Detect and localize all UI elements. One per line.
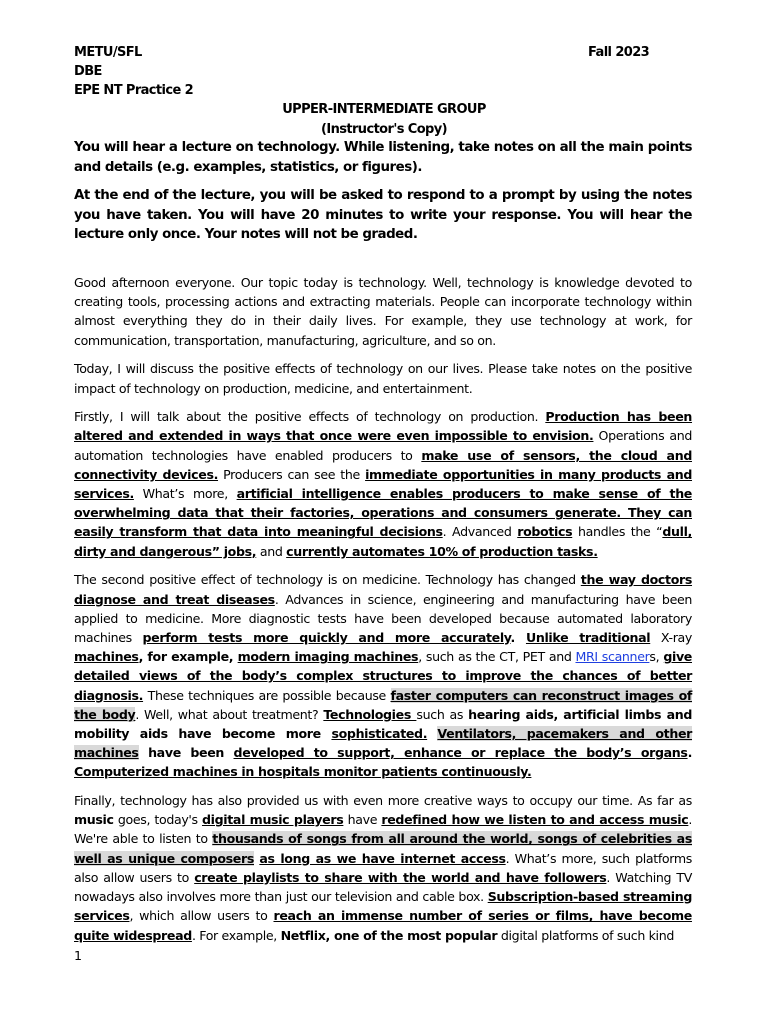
text-run: . For example, [191,927,281,943]
outline-paragraph: Today, I will discuss the positive effects of technology on our lives. Please take notes on the positive impact of technology on production, medicine, and entertainment. [74,361,692,396]
text-run: These techniques are possible because [143,687,391,703]
emphasized-text: faster computers can reconstruct images of the body [74,687,692,722]
emphasized-text: the way doctors diagnose and treat diseases [74,572,693,607]
header-term: Fall 2023 [588,45,650,60]
emphasized-text: digital music players [202,812,344,828]
emphasized-text: reach an immense number of series or films, have become quite widespread [74,908,692,943]
text-run: . Well, what about treatment? [135,706,324,722]
header-dept: DBE [74,64,102,79]
header-org: METU/SFL [74,45,142,60]
group-title: UPPER-INTERMEDIATE GROUP [282,102,486,117]
emphasized-text: sophisticated. [331,725,428,741]
emphasized-text: create playlists to share with the world and have followers [194,869,607,885]
emphasized-text: . [687,745,692,761]
text-run: , such as the CT, PET and [418,649,576,665]
medicine-paragraph [74,570,692,781]
emphasized-text: have been [138,745,234,761]
text-run: digital platforms of such kind [497,927,674,943]
emphasized-text: modern imaging machines [237,649,419,665]
emphasized-text: Technologies [323,706,417,722]
emphasized-text: music [74,812,114,828]
text-run: and [256,543,287,559]
text-run: . Watching TV nowadays also involves more than just our television and cable box. [74,869,693,905]
text-run: What’s more, [133,486,237,502]
emphasized-text: currently automates 10% of production tasks. [286,543,598,559]
emphasized-text: artificial intelligence enables producers to make sense of the overwhelming data that their factories, operations and consumers generate. They can easily transform that data into meaningful decisions [74,486,692,540]
emphasized-text: . [510,629,526,645]
emphasized-text: Netflix, one of the most popular [280,927,498,943]
page-number: 1 [74,948,83,963]
text-run: Firstly, I will talk about the positive effects of technology on production. [74,409,546,425]
emphasized-text: , for example, [138,649,238,665]
emphasized-text: Computerized machines in hospitals monitor patients continuously. [74,764,532,780]
emphasized-text: machines [74,649,139,665]
emphasized-text: redefined how we listen to and access music [381,812,689,828]
copy-label: (Instructor's Copy) [321,122,447,137]
emphasized-text: developed to support, enhance or replace the body’s organs [233,745,688,761]
instructions-paragraph-2: At the end of the lecture, you will be asked to respond to a prompt by using the notes you have taken. You will have 20 minutes to write your response. You will hear the lecture only once. Your notes will not be graded. [74,188,692,242]
text-run: . We're able to listen to [74,812,692,847]
lecture-transcript [74,273,692,954]
header-practice: EPE NT Practice 2 [74,83,194,98]
text-run: Producers can see the [218,466,366,482]
emphasized-text: hearing aids, artificial limbs and mobility aids have become more [74,706,692,741]
instructions-paragraph-1: You will hear a lecture on technology. While listening, take notes on all the main points and details (e.g. examples, statistics, or figures). [74,140,692,175]
emphasized-text: make use of sensors, the cloud and connectivity devices. [74,447,692,482]
text-run: . Advanced [442,524,518,540]
intro-paragraph: Good afternoon everyone. Our topic today is technology. Well, technology is knowledge devoted to creating tools, processing actions and extracting materials. People can incorporate technology within almost everything they do in their daily lives. For example, they use technology at work, for communication, transportation, manufacturing, agriculture, and so on. [74,275,692,348]
text-run: have [343,812,382,828]
entertainment-paragraph [74,791,692,945]
header-left [74,43,193,100]
emphasized-text: immediate opportunities in many products and services. [74,466,693,502]
mri-scanner-link[interactable]: MRI scanner [575,649,650,665]
text-run: , which allow users to [129,908,274,924]
text-run: X-ray [650,629,692,645]
text-run: goes, today's [113,812,202,828]
text-run: s, [649,649,664,665]
emphasized-text: give detailed views of the body’s complex structures to improve the chances of better diagnosis. [74,649,692,703]
emphasized-text: dull, dirty and dangerous” jobs, [74,524,692,559]
emphasized-text: as long as we have internet access [259,850,506,866]
emphasized-text: Ventilators, pacemakers and other machines [74,725,693,761]
text-run: The second positive effect of technology is on medicine. Technology has changed [74,572,581,588]
text-run: Operations and automation technologies have enabled producers to [74,428,693,463]
text-run: handles the “ [572,524,663,540]
emphasized-text: Unlike traditional [525,629,651,645]
production-paragraph [74,407,692,561]
text-run [427,726,437,741]
emphasized-text: Subscription-based streaming services [74,889,692,924]
emphasized-text: robotics [517,524,573,540]
text-run: . What’s more, such platforms also allow users to [74,850,692,885]
emphasized-text: perform tests more quickly and more accurately [142,629,511,645]
emphasized-text: Production has been altered and extended in ways that once were even impossible to envision. [74,409,693,444]
emphasized-text: thousands of songs from all around the world, songs of celebrities as well as unique composers [74,831,692,866]
text-run: such as [416,706,469,722]
text-run: . Advances in science, engineering and manufacturing have been applied to medicine. More diagnostic tests have been developed because automated laboratory machines [74,591,692,645]
text-run: Finally, technology has also provided us with even more creative ways to occupy our time. As far as [74,793,692,809]
